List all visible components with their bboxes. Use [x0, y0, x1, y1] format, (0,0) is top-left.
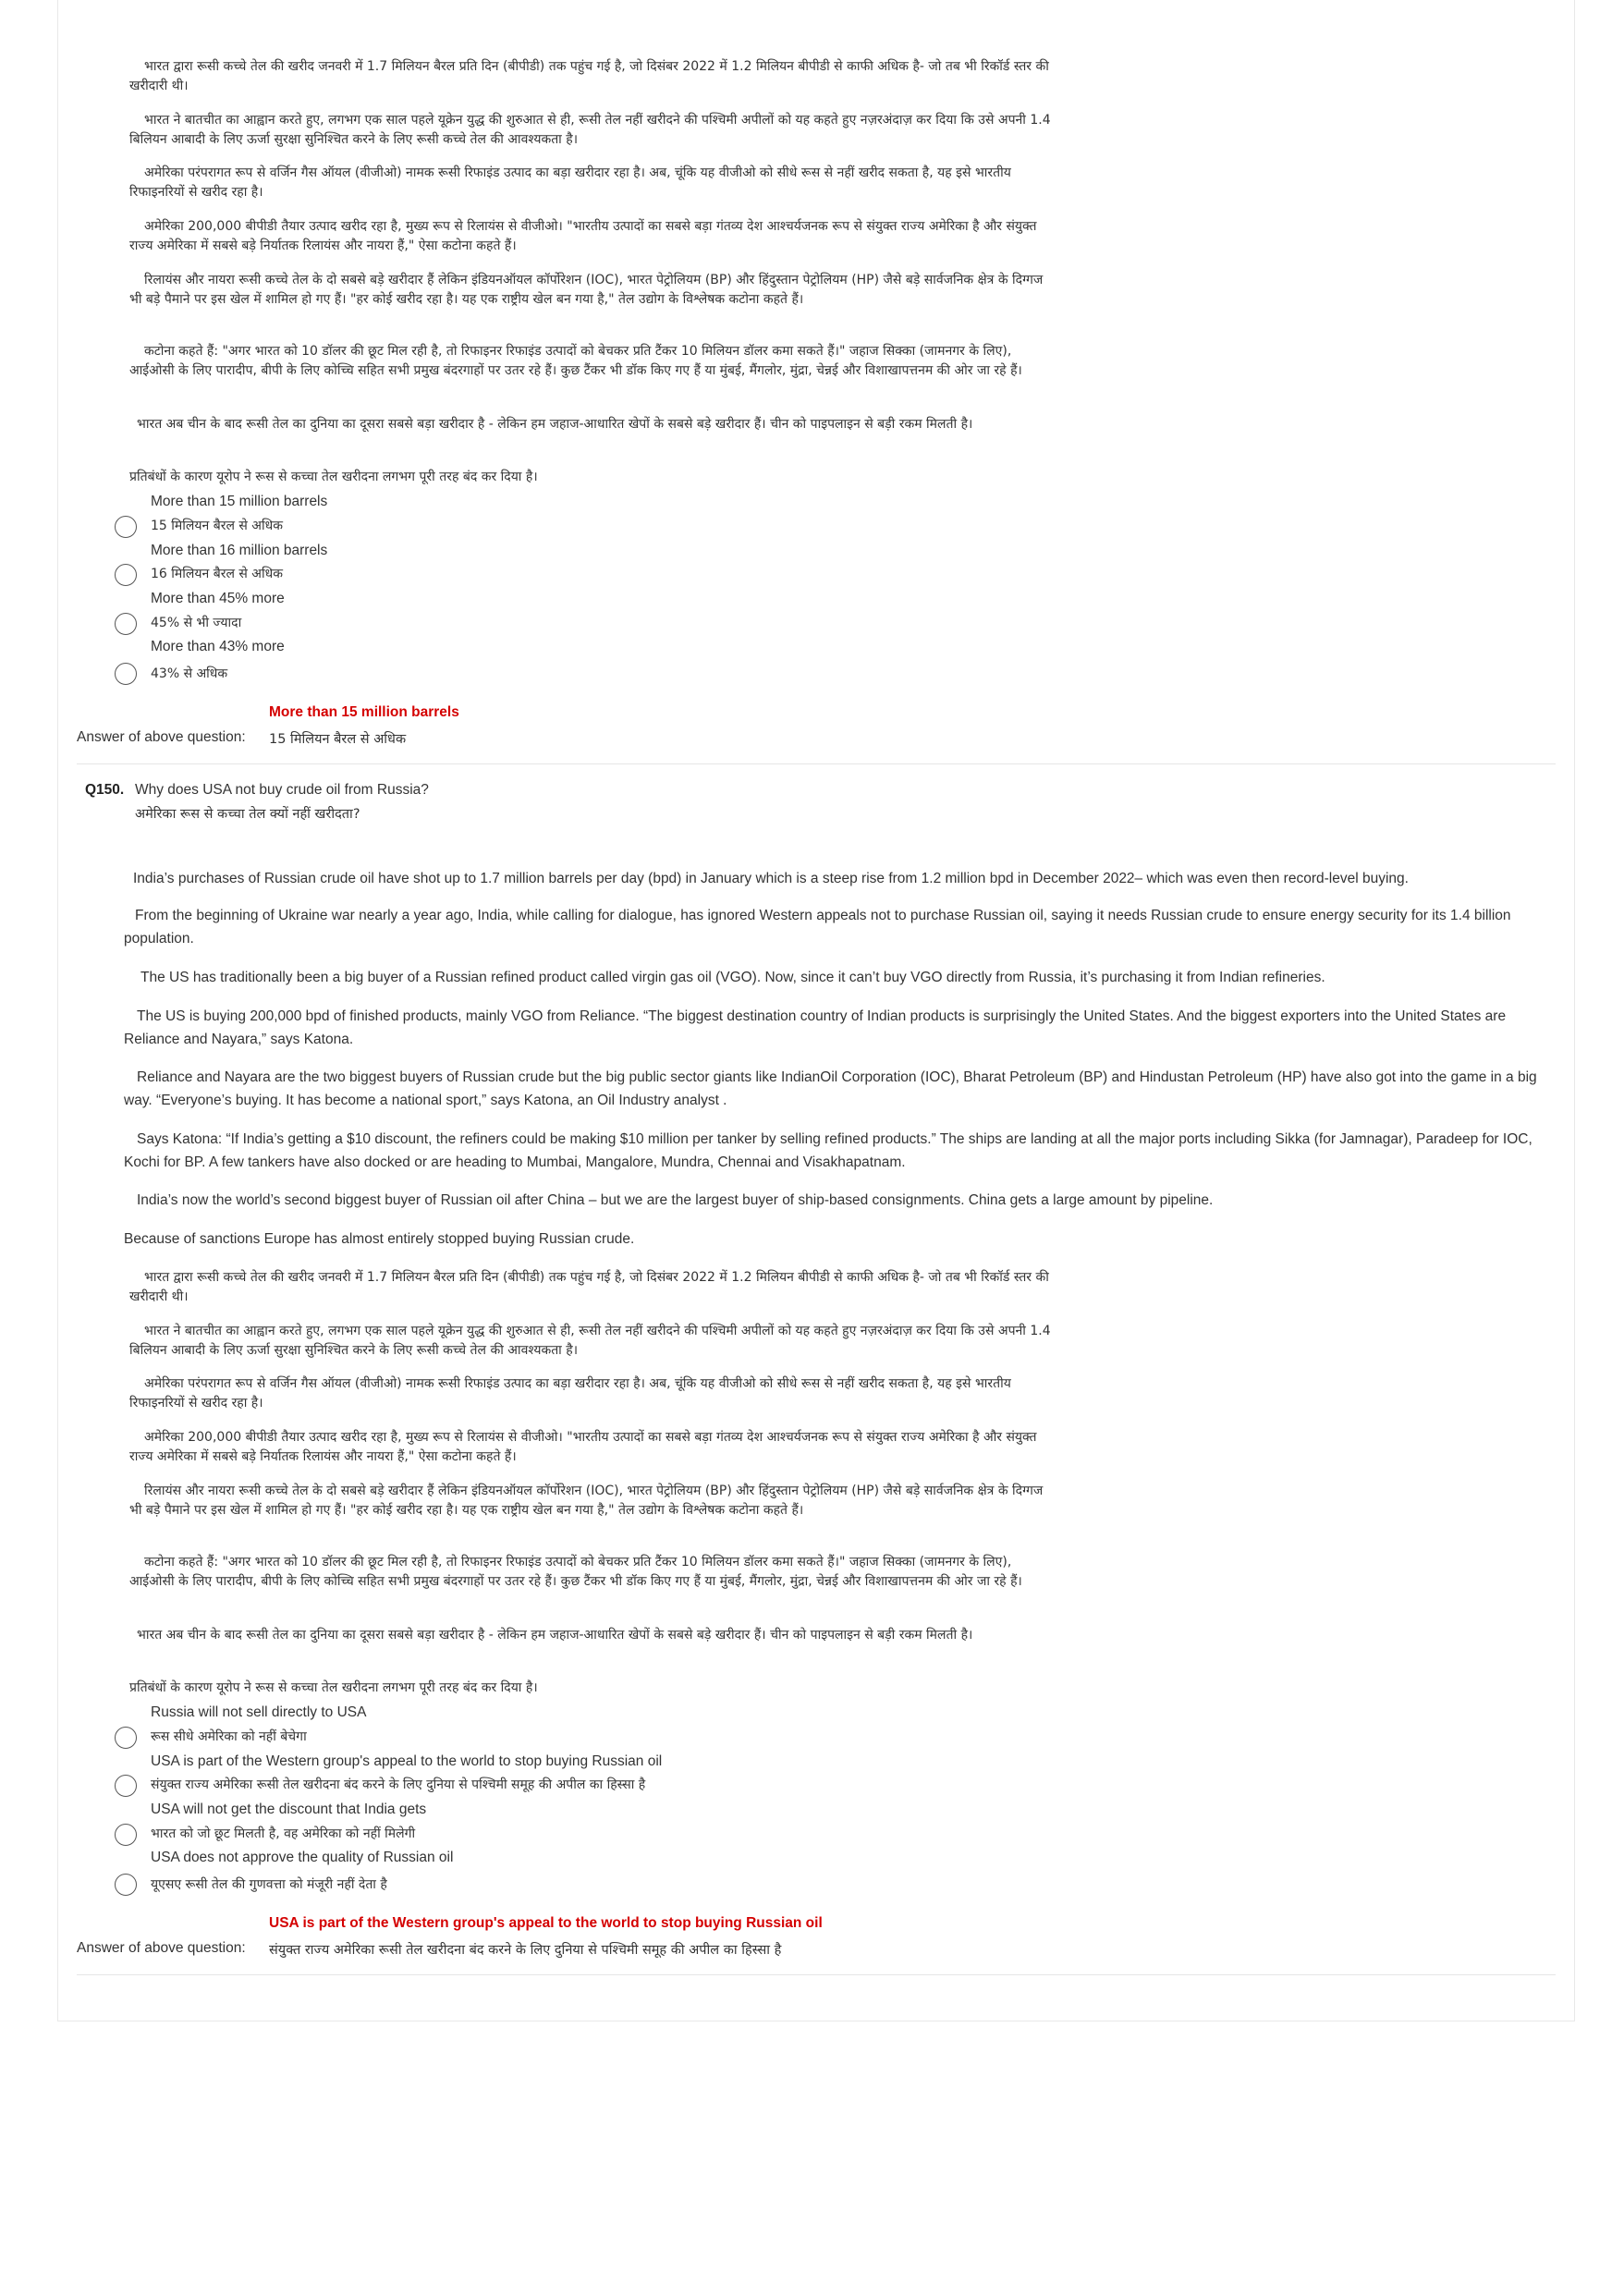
option-english: More than 45% more [151, 591, 285, 606]
option-radio[interactable] [115, 613, 137, 635]
hindi-paragraph: अमेरिका 200,000 बीपीडी तैयार उत्पाद खरीद रहा है, मुख्य रूप से रिलायंस से वीजीओ। "भारतीय उत्पादों का सबसे बड़ा गंतव्य देश आश्चर्यजनक रूप से संयुक्त राज्य अमेरिका है और संयुक्त राज्य अमेरिका में सबसे बड़े निर्यातक रिलायंस और नायरा हैं," ऐसा कटोना कहते हैं। [129, 219, 1037, 253]
divider [77, 763, 1556, 764]
english-paragraph: From the beginning of Ukraine war nearly a year ago, India, while calling for dialogue, has ignored Western appeals not to purchase Russian oil, saying it needs Russian crude to ensure energy security for its 1.4 billion population. [124, 908, 1511, 946]
option-radio[interactable] [115, 663, 137, 685]
hindi-paragraph: अमेरिका 200,000 बीपीडी तैयार उत्पाद खरीद रहा है, मुख्य रूप से रिलायंस से वीजीओ। "भारतीय उत्पादों का सबसे बड़ा गंतव्य देश आश्चर्यजनक रूप से संयुक्त राज्य अमेरिका है और संयुक्त राज्य अमेरिका में सबसे बड़े निर्यातक रिलायंस और नायरा हैं," ऐसा कटोना कहते हैं। [129, 1430, 1037, 1464]
option-hindi[interactable]: 43% से अधिक [151, 666, 228, 681]
english-paragraph: Says Katona: “If India’s getting a $10 discount, the refiners could be making $10 million per tanker by selling refined products.” The ships are landing at all the major ports including Sikka (for Jamnagar), Paradeep for IOC, Kochi for BP. A few tankers have also docked or are heading to Mumbai, Mangalore, Mundra, Chennai and Visakhapatnam. [124, 1131, 1532, 1170]
hindi-paragraph: भारत द्वारा रूसी कच्चे तेल की खरीद जनवरी में 1.7 मिलियन बैरल प्रति दिन (बीपीडी) तक पहुंच गई है, जो दिसंबर 2022 में 1.2 मिलियन बीपीडी से काफी अधिक है- जो तब भी रिकॉर्ड स्तर की खरीदारी थी। [129, 59, 1049, 93]
correct-answer-english: More than 15 million barrels [269, 704, 459, 720]
divider [77, 1974, 1556, 1975]
hindi-paragraph: कटोना कहते हैं: "अगर भारत को 10 डॉलर की छूट मिल रही है, तो रिफाइनर रिफाइंड उत्पादों को बेचकर प्रति टैंकर 10 मिलियन डॉलर कमा सकते हैं।" जहाज सिक्का (जामनगर के लिए), आईओसी के लिए पारादीप, बीपी के लिए कोच्चि सहित सभी प्रमुख बंदरगाहों पर उतर रहे हैं। कुछ टैंकर भी डॉक किए गए हैं या मुंबई, मैंगलोर, मुंद्रा, चेन्नई और विशाखापत्तनम की ओर जा रहे हैं। [129, 1555, 1022, 1589]
option-english: Russia will not sell directly to USA [151, 1704, 367, 1720]
hindi-paragraph: प्रतिबंधों के कारण यूरोप ने रूस से कच्चा तेल खरीदना लगभग पूरी तरह बंद कर दिया है। [129, 1680, 538, 1695]
option-hindi[interactable]: रूस सीधे अमेरिका को नहीं बेचेगा [151, 1729, 307, 1744]
option-hindi[interactable]: भारत को जो छूट मिलती है, वह अमेरिका को नहीं मिलेगी [151, 1826, 416, 1841]
english-paragraph: The US is buying 200,000 bpd of finished products, mainly VGO from Reliance. “The biggest destination country of Indian products is surprisingly the United States. And the biggest exporters into the United States are Reliance and Nayara,” says Katona. [124, 1008, 1507, 1047]
option-english: More than 15 million barrels [151, 494, 328, 509]
answer-label: Answer of above question: [77, 729, 246, 745]
hindi-paragraph: भारत ने बातचीत का आह्वान करते हुए, लगभग एक साल पहले यूक्रेन युद्ध की शुरुआत से ही, रूसी तेल नहीं खरीदने की पश्चिमी अपीलों को यह कहते हुए नज़रअंदाज़ कर दिया कि उसे अपनी 1.4 बिलियन आबादी के लिए ऊर्जा सुरक्षा सुनिश्चित करने के लिए रूसी कच्चे तेल की आवश्यकता है। [129, 113, 1051, 147]
hindi-paragraph: भारत द्वारा रूसी कच्चे तेल की खरीद जनवरी में 1.7 मिलियन बैरल प्रति दिन (बीपीडी) तक पहुंच गई है, जो दिसंबर 2022 में 1.2 मिलियन बीपीडी से काफी अधिक है- जो तब भी रिकॉर्ड स्तर की खरीदारी थी। [129, 1270, 1049, 1304]
english-paragraph: India’s purchases of Russian crude oil have shot up to 1.7 million barrels per day (bpd) in January which is a steep rise from 1.2 million bpd in December 2022– which was even then record-level buying. [133, 871, 1409, 886]
hindi-paragraph: भारत अब चीन के बाद रूसी तेल का दुनिया का दूसरा सबसे बड़ा खरीदार है - लेकिन हम जहाज-आधारित खेपों के सबसे बड़े खरीदार हैं। चीन को पाइपलाइन से बड़ी रकम मिलती है। [137, 417, 973, 432]
option-radio[interactable] [115, 1874, 137, 1896]
english-paragraph: The US has traditionally been a big buyer of a Russian refined product called virgin gas oil (VGO). Now, since it can’t buy VGO directly from Russia, it’s purchasing it from Indian refineries. [140, 970, 1325, 985]
option-radio[interactable] [115, 1775, 137, 1797]
correct-answer-hindi: संयुक्त राज्य अमेरिका रूसी तेल खरीदना बंद करने के लिए दुनिया से पश्चिमी समूह की अपील का हिस्सा है [269, 1943, 782, 1958]
english-paragraph: Reliance and Nayara are the two biggest buyers of Russian crude but the big public sector giants like IndianOil Corporation (IOC), Bharat Petroleum (BP) and Hindustan Petroleum (HP) have also got into the game in a big way. “Everyone’s buying. It has become a national sport,” says Katona, an Oil Industry analyst . [124, 1069, 1537, 1108]
question-text-hindi: अमेरिका रूस से कच्चा तेल क्यों नहीं खरीदता? [135, 807, 360, 822]
hindi-paragraph: अमेरिका परंपरागत रूप से वर्जिन गैस ऑयल (वीजीओ) नामक रूसी रिफाइंड उत्पाद का बड़ा खरीदार रहा है। अब, चूंकि यह वीजीओ को सीधे रूस से नहीं खरीद सकता है, यह इसे भारतीय रिफाइनरियों से खरीद रहा है। [129, 1376, 1011, 1411]
hindi-paragraph: भारत अब चीन के बाद रूसी तेल का दुनिया का दूसरा सबसे बड़ा खरीदार है - लेकिन हम जहाज-आधारित खेपों के सबसे बड़े खरीदार हैं। चीन को पाइपलाइन से बड़ी रकम मिलती है। [137, 1628, 973, 1643]
option-english: More than 16 million barrels [151, 543, 328, 558]
correct-answer-hindi: 15 मिलियन बैरल से अधिक [269, 732, 407, 747]
option-hindi[interactable]: 15 मिलियन बैरल से अधिक [151, 519, 283, 533]
option-radio[interactable] [115, 516, 137, 538]
option-radio[interactable] [115, 1727, 137, 1749]
option-hindi[interactable]: यूएसए रूसी तेल की गुणवत्ता को मंजूरी नहीं देता है [151, 1877, 387, 1892]
option-english: USA will not get the discount that India gets [151, 1801, 427, 1817]
option-english: USA is part of the Western group's appeal to the world to stop buying Russian oil [151, 1753, 663, 1769]
correct-answer-english: USA is part of the Western group's appeal to the world to stop buying Russian oil [269, 1915, 823, 1931]
hindi-paragraph: रिलायंस और नायरा रूसी कच्चे तेल के दो सबसे बड़े खरीदार हैं लेकिन इंडियनऑयल कॉर्पोरेशन (IOC), भारत पेट्रोलियम (BP) और हिंदुस्तान पेट्रोलियम (HP) जैसे बड़े सार्वजनिक क्षेत्र के दिग्गज भी बड़े पैमाने पर इस खेल में शामिल हो गए हैं। "हर कोई खरीद रहा है। यह एक राष्ट्रीय खेल बन गया है," तेल उद्योग के विश्लेषक कटोना कहते हैं। [129, 273, 1044, 307]
english-paragraph: India’s now the world’s second biggest buyer of Russian oil after China – but we are the largest buyer of ship-based consignments. China gets a large amount by pipeline. [137, 1192, 1214, 1208]
option-hindi[interactable]: संयुक्त राज्य अमेरिका रूसी तेल खरीदना बंद करने के लिए दुनिया से पश्चिमी समूह की अपील का हिस्सा है [151, 1777, 646, 1792]
option-hindi[interactable]: 16 मिलियन बैरल से अधिक [151, 567, 283, 581]
option-hindi[interactable]: 45% से भी ज्यादा [151, 616, 242, 630]
question-number: Q150. [85, 782, 125, 798]
question-text-english: Why does USA not buy crude oil from Russia? [135, 782, 429, 798]
option-radio[interactable] [115, 1824, 137, 1846]
hindi-paragraph: प्रतिबंधों के कारण यूरोप ने रूस से कच्चा तेल खरीदना लगभग पूरी तरह बंद कर दिया है। [129, 470, 538, 484]
hindi-paragraph: रिलायंस और नायरा रूसी कच्चे तेल के दो सबसे बड़े खरीदार हैं लेकिन इंडियनऑयल कॉर्पोरेशन (IOC), भारत पेट्रोलियम (BP) और हिंदुस्तान पेट्रोलियम (HP) जैसे बड़े सार्वजनिक क्षेत्र के दिग्गज भी बड़े पैमाने पर इस खेल में शामिल हो गए हैं। "हर कोई खरीद रहा है। यह एक राष्ट्रीय खेल बन गया है," तेल उद्योग के विश्लेषक कटोना कहते हैं। [129, 1484, 1044, 1518]
hindi-paragraph: भारत ने बातचीत का आह्वान करते हुए, लगभग एक साल पहले यूक्रेन युद्ध की शुरुआत से ही, रूसी तेल नहीं खरीदने की पश्चिमी अपीलों को यह कहते हुए नज़रअंदाज़ कर दिया कि उसे अपनी 1.4 बिलियन आबादी के लिए ऊर्जा सुरक्षा सुनिश्चित करने के लिए रूसी कच्चे तेल की आवश्यकता है। [129, 1324, 1051, 1358]
answer-label: Answer of above question: [77, 1940, 246, 1956]
option-english: More than 43% more [151, 639, 285, 654]
option-radio[interactable] [115, 564, 137, 586]
hindi-paragraph: अमेरिका परंपरागत रूप से वर्जिन गैस ऑयल (वीजीओ) नामक रूसी रिफाइंड उत्पाद का बड़ा खरीदार रहा है। अब, चूंकि यह वीजीओ को सीधे रूस से नहीं खरीद सकता है, यह इसे भारतीय रिफाइनरियों से खरीद रहा है। [129, 165, 1011, 200]
english-paragraph: Because of sanctions Europe has almost entirely stopped buying Russian crude. [124, 1231, 635, 1247]
hindi-paragraph: कटोना कहते हैं: "अगर भारत को 10 डॉलर की छूट मिल रही है, तो रिफाइनर रिफाइंड उत्पादों को बेचकर प्रति टैंकर 10 मिलियन डॉलर कमा सकते हैं।" जहाज सिक्का (जामनगर के लिए), आईओसी के लिए पारादीप, बीपी के लिए कोच्चि सहित सभी प्रमुख बंदरगाहों पर उतर रहे हैं। कुछ टैंकर भी डॉक किए गए हैं या मुंबई, मैंगलोर, मुंद्रा, चेन्नई और विशाखापत्तनम की ओर जा रहे हैं। [129, 344, 1022, 378]
option-english: USA does not approve the quality of Russian oil [151, 1850, 454, 1865]
